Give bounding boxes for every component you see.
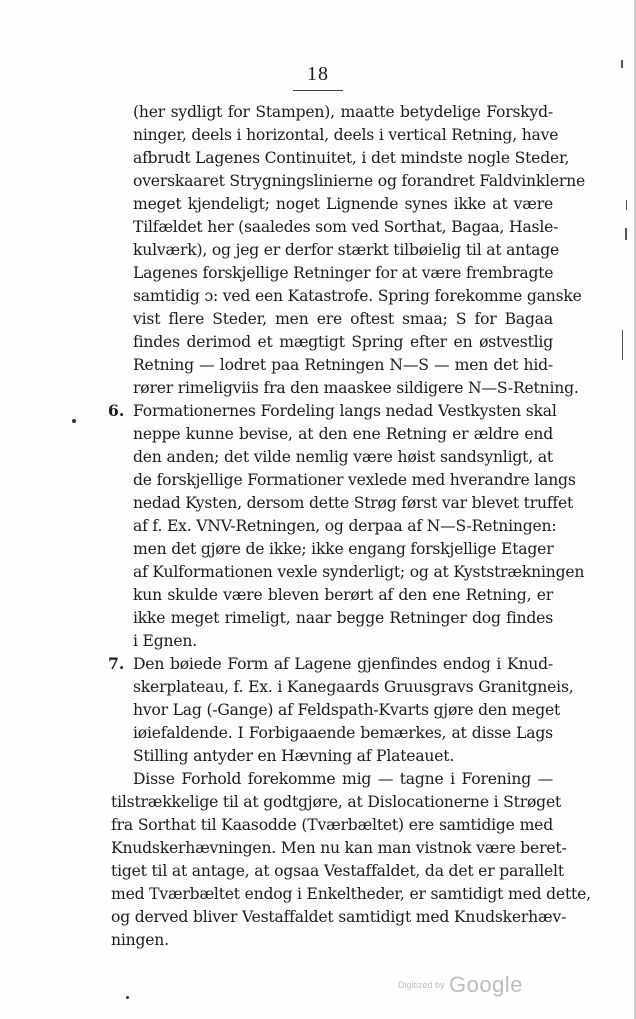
margin-mark (622, 330, 623, 360)
text-line: kun skulde være bleven berørt af den ene Retning, er (133, 586, 553, 604)
text-line: iøiefaldende. I Forbigaaende bemærkes, at disse Lags (133, 724, 553, 742)
text-line: Lagenes forskjellige Retninger for at være frembragte (133, 264, 554, 282)
text-line: vist flere Steder, men ere oftest smaa; S for Bagaa (133, 310, 553, 328)
margin-dot (72, 419, 76, 423)
text-line: og derved bliver Vestaffaldet samtidigt med Knudskerhæv- (111, 908, 567, 926)
text-line: neppe kunne bevise, at den ene Retning er ældre end (133, 425, 553, 443)
text-line: men det gjøre de ikke; ikke engang forskjellige Etager (133, 540, 554, 558)
text-line: i Egnen. (133, 632, 197, 650)
text-line: af Kulformationen vexle synderligt; og at Kyststrækningen (133, 563, 585, 581)
page-number: 18 (307, 63, 329, 85)
text-line: meget kjendeligt; noget Lignende synes ikke at være (133, 195, 553, 213)
text-line: den anden; det vilde nemlig være høist sandsynligt, at (133, 448, 553, 466)
google-watermark (398, 972, 523, 998)
text-line: (her sydligt for Stampen), maatte betydelige Forskyd- (133, 103, 553, 121)
text-line: rører rimeligviis fra den maaskee sildigere N—S-Retning. (133, 379, 579, 397)
text-line: samtidig ɔ: ved een Katastrofe. Spring forekomme ganske (133, 287, 582, 305)
item-number: 7. (108, 654, 125, 673)
margin-dot (126, 996, 129, 999)
text-line: tilstrækkelige til at godtgjøre, at Dislocationerne i Strøget (111, 793, 562, 811)
text-line: Formationernes Fordeling langs nedad Vestkysten skal (133, 402, 557, 420)
text-line: ikke meget rimeligt, naar begge Retninger dog findes (133, 609, 553, 627)
text-line: afbrudt Lagenes Continuitet, i det mindste nogle Steder, (133, 149, 570, 167)
text-line: de forskjellige Formationer vexlede med hverandre langs (133, 471, 576, 489)
text-line: tiget til at antage, at ogsaa Vestaffaldet, da det er parallelt (111, 862, 564, 880)
text-line: Den bøiede Form af Lagene gjenfindes endog i Knud- (133, 655, 553, 673)
margin-mark (626, 200, 627, 210)
text-line: ninger, deels i horizontal, deels i vertical Retning, have (133, 126, 559, 144)
text-line: hvor Lag (-Gange) af Feldspath-Kvarts gjøre den meget (133, 701, 561, 719)
text-line: fra Sorthat til Kaasodde (Tværbæltet) ere samtidige med (111, 816, 553, 834)
text-line: findes derimod et mægtigt Spring efter en østvestlig (133, 333, 553, 351)
text-line: med Tværbæltet endog i Enkeltheder, er samtidigt med dette, (111, 885, 591, 903)
text-line: Tilfældet her (saaledes som ved Sorthat, Bagaa, Hasle- (133, 218, 559, 236)
text-line: Knudskerhævningen. Men nu kan man vistnok være beret- (111, 839, 567, 857)
margin-mark (621, 60, 623, 68)
text-line: overskaaret Strygningslinierne og forandret Faldvinklerne (133, 172, 586, 190)
google-logo: Google (448, 972, 523, 997)
text-line: Disse Forhold forekomme mig — tagne i Forening — (133, 770, 553, 788)
margin-mark (625, 228, 627, 240)
page-number-rule (293, 90, 343, 91)
text-line: kulværk), og jeg er derfor stærkt tilbøielig til at antage (133, 241, 560, 259)
text-line: ningen. (111, 931, 169, 949)
watermark-prefix: Digitized by (398, 980, 445, 990)
item-number: 6. (108, 401, 125, 420)
text-line: nedad Kysten, dersom dette Strøg først var blevet truffet (133, 494, 574, 512)
text-line: Stilling antyder en Hævning af Plateauet. (133, 747, 455, 765)
text-line: Retning — lodret paa Retningen N—S — men det hid- (133, 356, 553, 374)
text-line: skerplateau, f. Ex. i Kanegaards Gruusgravs Granitgneis, (133, 678, 574, 696)
text-line: af f. Ex. VNV-Retningen, og derpaa af N—S-Retningen: (133, 517, 557, 535)
